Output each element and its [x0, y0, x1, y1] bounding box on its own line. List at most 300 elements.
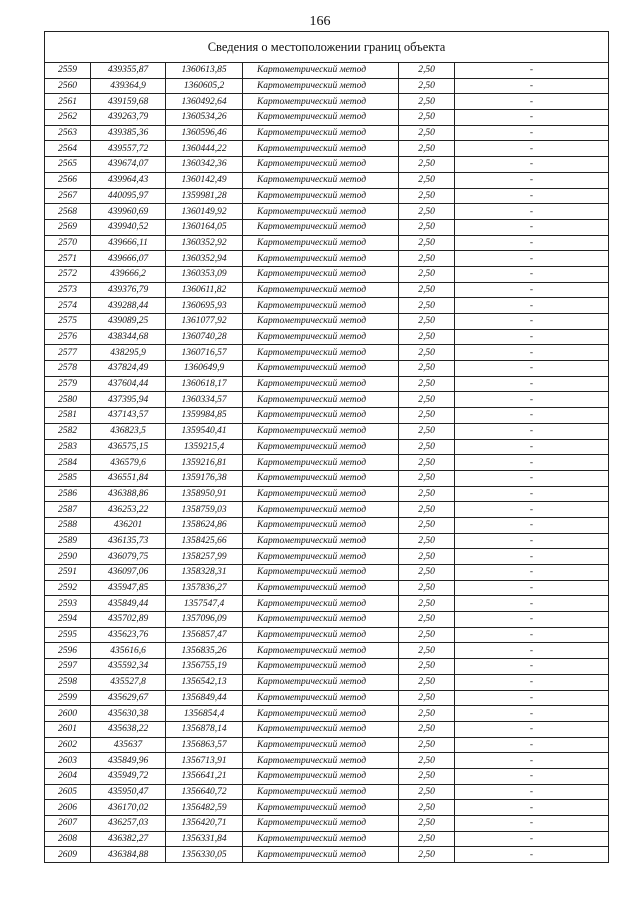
description-cell: -: [455, 643, 609, 659]
accuracy-cell: 2,50: [399, 204, 455, 220]
description-cell: -: [455, 78, 609, 94]
description-cell: -: [455, 533, 609, 549]
method-cell: Картометрический метод: [243, 266, 399, 282]
description-cell: -: [455, 690, 609, 706]
point-number-cell: 2581: [45, 408, 91, 424]
description-cell: -: [455, 768, 609, 784]
y-coordinate-cell: 1360342,36: [166, 157, 243, 173]
x-coordinate-cell: 435638,22: [91, 721, 166, 737]
description-cell: -: [455, 784, 609, 800]
y-coordinate-cell: 1361077,92: [166, 314, 243, 330]
description-cell: -: [455, 627, 609, 643]
description-cell: -: [455, 565, 609, 581]
table-row: [45, 612, 609, 628]
method-cell: Картометрический метод: [243, 753, 399, 769]
table-row: [45, 831, 609, 847]
accuracy-cell: 2,50: [399, 141, 455, 157]
description-cell: -: [455, 110, 609, 126]
table-row: [45, 486, 609, 502]
method-cell: Картометрический метод: [243, 94, 399, 110]
y-coordinate-cell: 1356857,47: [166, 627, 243, 643]
accuracy-cell: 2,50: [399, 533, 455, 549]
method-cell: Картометрический метод: [243, 816, 399, 832]
point-number-cell: 2608: [45, 831, 91, 847]
description-cell: -: [455, 314, 609, 330]
x-coordinate-cell: 436823,5: [91, 423, 166, 439]
y-coordinate-cell: 1360492,64: [166, 94, 243, 110]
method-cell: Картометрический метод: [243, 110, 399, 126]
x-coordinate-cell: 439940,52: [91, 219, 166, 235]
x-coordinate-cell: 437824,49: [91, 361, 166, 377]
table-row: [45, 455, 609, 471]
y-coordinate-cell: 1360596,46: [166, 125, 243, 141]
point-number-cell: 2592: [45, 580, 91, 596]
method-cell: Картометрический метод: [243, 580, 399, 596]
y-coordinate-cell: 1358257,99: [166, 549, 243, 565]
table-row: [45, 251, 609, 267]
accuracy-cell: 2,50: [399, 376, 455, 392]
x-coordinate-cell: 435623,76: [91, 627, 166, 643]
x-coordinate-cell: 435527,8: [91, 674, 166, 690]
y-coordinate-cell: 1358425,66: [166, 533, 243, 549]
accuracy-cell: 2,50: [399, 502, 455, 518]
y-coordinate-cell: 1356542,13: [166, 674, 243, 690]
x-coordinate-cell: 439364,9: [91, 78, 166, 94]
x-coordinate-cell: 439666,07: [91, 251, 166, 267]
y-coordinate-cell: 1356854,4: [166, 706, 243, 722]
table-row: [45, 204, 609, 220]
x-coordinate-cell: 435947,85: [91, 580, 166, 596]
method-cell: Картометрический метод: [243, 314, 399, 330]
point-number-cell: 2578: [45, 361, 91, 377]
table-row: [45, 94, 609, 110]
accuracy-cell: 2,50: [399, 800, 455, 816]
point-number-cell: 2572: [45, 266, 91, 282]
x-coordinate-cell: 439159,68: [91, 94, 166, 110]
accuracy-cell: 2,50: [399, 470, 455, 486]
y-coordinate-cell: 1360611,82: [166, 282, 243, 298]
method-cell: Картометрический метод: [243, 78, 399, 94]
point-number-cell: 2591: [45, 565, 91, 581]
table-row: [45, 643, 609, 659]
table-row: [45, 423, 609, 439]
method-cell: Картометрический метод: [243, 455, 399, 471]
x-coordinate-cell: 435637: [91, 737, 166, 753]
y-coordinate-cell: 1360353,09: [166, 266, 243, 282]
method-cell: Картометрический метод: [243, 439, 399, 455]
table-row: [45, 141, 609, 157]
description-cell: -: [455, 800, 609, 816]
accuracy-cell: 2,50: [399, 188, 455, 204]
method-cell: Картометрический метод: [243, 298, 399, 314]
description-cell: -: [455, 329, 609, 345]
x-coordinate-cell: 439385,36: [91, 125, 166, 141]
y-coordinate-cell: 1360716,57: [166, 345, 243, 361]
point-number-cell: 2594: [45, 612, 91, 628]
table-row: [45, 361, 609, 377]
x-coordinate-cell: 436253,22: [91, 502, 166, 518]
accuracy-cell: 2,50: [399, 282, 455, 298]
method-cell: Картометрический метод: [243, 721, 399, 737]
x-coordinate-cell: 439288,44: [91, 298, 166, 314]
method-cell: Картометрический метод: [243, 219, 399, 235]
y-coordinate-cell: 1356482,59: [166, 800, 243, 816]
accuracy-cell: 2,50: [399, 63, 455, 79]
accuracy-cell: 2,50: [399, 345, 455, 361]
y-coordinate-cell: 1360534,26: [166, 110, 243, 126]
accuracy-cell: 2,50: [399, 737, 455, 753]
method-cell: Картометрический метод: [243, 612, 399, 628]
accuracy-cell: 2,50: [399, 314, 455, 330]
method-cell: Картометрический метод: [243, 643, 399, 659]
method-cell: Картометрический метод: [243, 502, 399, 518]
y-coordinate-cell: 1358759,03: [166, 502, 243, 518]
y-coordinate-cell: 1360613,85: [166, 63, 243, 79]
y-coordinate-cell: 1359540,41: [166, 423, 243, 439]
point-number-cell: 2582: [45, 423, 91, 439]
y-coordinate-cell: 1357547,4: [166, 596, 243, 612]
accuracy-cell: 2,50: [399, 408, 455, 424]
method-cell: Картометрический метод: [243, 706, 399, 722]
x-coordinate-cell: 439666,2: [91, 266, 166, 282]
x-coordinate-cell: 439674,07: [91, 157, 166, 173]
method-cell: Картометрический метод: [243, 63, 399, 79]
method-cell: Картометрический метод: [243, 784, 399, 800]
method-cell: Картометрический метод: [243, 392, 399, 408]
point-number-cell: 2583: [45, 439, 91, 455]
method-cell: Картометрический метод: [243, 800, 399, 816]
table-row: [45, 298, 609, 314]
x-coordinate-cell: 435630,38: [91, 706, 166, 722]
y-coordinate-cell: 1357836,27: [166, 580, 243, 596]
accuracy-cell: 2,50: [399, 235, 455, 251]
y-coordinate-cell: 1360164,05: [166, 219, 243, 235]
accuracy-cell: 2,50: [399, 753, 455, 769]
table-row: [45, 800, 609, 816]
accuracy-cell: 2,50: [399, 549, 455, 565]
table-row: [45, 706, 609, 722]
x-coordinate-cell: 439666,11: [91, 235, 166, 251]
point-number-cell: 2562: [45, 110, 91, 126]
description-cell: -: [455, 423, 609, 439]
y-coordinate-cell: 1360334,57: [166, 392, 243, 408]
accuracy-cell: 2,50: [399, 423, 455, 439]
accuracy-cell: 2,50: [399, 612, 455, 628]
point-number-cell: 2602: [45, 737, 91, 753]
accuracy-cell: 2,50: [399, 847, 455, 863]
accuracy-cell: 2,50: [399, 659, 455, 675]
accuracy-cell: 2,50: [399, 565, 455, 581]
y-coordinate-cell: 1360352,94: [166, 251, 243, 267]
table-row: [45, 408, 609, 424]
x-coordinate-cell: 439355,87: [91, 63, 166, 79]
x-coordinate-cell: 439376,79: [91, 282, 166, 298]
table-body: [45, 32, 609, 863]
accuracy-cell: 2,50: [399, 580, 455, 596]
method-cell: Картометрический метод: [243, 768, 399, 784]
point-number-cell: 2577: [45, 345, 91, 361]
accuracy-cell: 2,50: [399, 643, 455, 659]
point-number-cell: 2569: [45, 219, 91, 235]
accuracy-cell: 2,50: [399, 816, 455, 832]
y-coordinate-cell: 1360649,9: [166, 361, 243, 377]
y-coordinate-cell: 1360618,17: [166, 376, 243, 392]
accuracy-cell: 2,50: [399, 706, 455, 722]
x-coordinate-cell: 436097,06: [91, 565, 166, 581]
table-row: [45, 533, 609, 549]
page-number: 166: [309, 14, 331, 29]
description-cell: -: [455, 580, 609, 596]
accuracy-cell: 2,50: [399, 517, 455, 533]
x-coordinate-cell: 435616,6: [91, 643, 166, 659]
accuracy-cell: 2,50: [399, 219, 455, 235]
description-cell: -: [455, 204, 609, 220]
table-row: [45, 439, 609, 455]
point-number-cell: 2604: [45, 768, 91, 784]
table-row: [45, 816, 609, 832]
accuracy-cell: 2,50: [399, 172, 455, 188]
point-number-cell: 2603: [45, 753, 91, 769]
accuracy-cell: 2,50: [399, 125, 455, 141]
description-cell: -: [455, 502, 609, 518]
method-cell: Картометрический метод: [243, 282, 399, 298]
y-coordinate-cell: 1356331,84: [166, 831, 243, 847]
table-row: [45, 627, 609, 643]
accuracy-cell: 2,50: [399, 157, 455, 173]
point-number-cell: 2566: [45, 172, 91, 188]
description-cell: -: [455, 94, 609, 110]
description-cell: -: [455, 298, 609, 314]
description-cell: -: [455, 125, 609, 141]
x-coordinate-cell: 437143,57: [91, 408, 166, 424]
y-coordinate-cell: 1356863,57: [166, 737, 243, 753]
x-coordinate-cell: 439263,79: [91, 110, 166, 126]
x-coordinate-cell: 438344,68: [91, 329, 166, 345]
method-cell: Картометрический метод: [243, 517, 399, 533]
method-cell: Картометрический метод: [243, 125, 399, 141]
y-coordinate-cell: 1356641,21: [166, 768, 243, 784]
description-cell: -: [455, 816, 609, 832]
description-cell: -: [455, 188, 609, 204]
description-cell: -: [455, 659, 609, 675]
x-coordinate-cell: 435629,67: [91, 690, 166, 706]
point-number-cell: 2609: [45, 847, 91, 863]
method-cell: Картометрический метод: [243, 847, 399, 863]
table-row: [45, 502, 609, 518]
table-row: [45, 580, 609, 596]
method-cell: Картометрический метод: [243, 345, 399, 361]
boundary-coordinates-table: [44, 31, 609, 863]
table-title-row: [45, 32, 609, 63]
method-cell: Картометрический метод: [243, 204, 399, 220]
y-coordinate-cell: 1360142,49: [166, 172, 243, 188]
y-coordinate-cell: 1357096,09: [166, 612, 243, 628]
method-cell: Картометрический метод: [243, 408, 399, 424]
accuracy-cell: 2,50: [399, 596, 455, 612]
description-cell: -: [455, 266, 609, 282]
table-row: [45, 721, 609, 737]
table-row: [45, 188, 609, 204]
description-cell: -: [455, 549, 609, 565]
x-coordinate-cell: 440095,97: [91, 188, 166, 204]
y-coordinate-cell: 1356713,91: [166, 753, 243, 769]
x-coordinate-cell: 435950,47: [91, 784, 166, 800]
description-cell: -: [455, 831, 609, 847]
method-cell: Картометрический метод: [243, 674, 399, 690]
y-coordinate-cell: 1359215,4: [166, 439, 243, 455]
table-row: [45, 329, 609, 345]
point-number-cell: 2565: [45, 157, 91, 173]
method-cell: Картометрический метод: [243, 659, 399, 675]
table-row: [45, 282, 609, 298]
point-number-cell: 2575: [45, 314, 91, 330]
y-coordinate-cell: 1358624,86: [166, 517, 243, 533]
y-coordinate-cell: 1360444,22: [166, 141, 243, 157]
x-coordinate-cell: 435949,72: [91, 768, 166, 784]
description-cell: -: [455, 172, 609, 188]
x-coordinate-cell: 439964,43: [91, 172, 166, 188]
method-cell: Картометрический метод: [243, 172, 399, 188]
point-number-cell: 2571: [45, 251, 91, 267]
point-number-cell: 2607: [45, 816, 91, 832]
x-coordinate-cell: 436579,6: [91, 455, 166, 471]
description-cell: -: [455, 219, 609, 235]
point-number-cell: 2595: [45, 627, 91, 643]
y-coordinate-cell: 1359981,28: [166, 188, 243, 204]
y-coordinate-cell: 1360352,92: [166, 235, 243, 251]
y-coordinate-cell: 1360740,28: [166, 329, 243, 345]
method-cell: Картометрический метод: [243, 157, 399, 173]
table-row: [45, 847, 609, 863]
point-number-cell: 2586: [45, 486, 91, 502]
method-cell: Картометрический метод: [243, 251, 399, 267]
x-coordinate-cell: 436170,02: [91, 800, 166, 816]
point-number-cell: 2585: [45, 470, 91, 486]
table-row: [45, 517, 609, 533]
y-coordinate-cell: 1356849,44: [166, 690, 243, 706]
accuracy-cell: 2,50: [399, 361, 455, 377]
method-cell: Картометрический метод: [243, 627, 399, 643]
x-coordinate-cell: 436257,03: [91, 816, 166, 832]
method-cell: Картометрический метод: [243, 549, 399, 565]
table-row: [45, 157, 609, 173]
point-number-cell: 2561: [45, 94, 91, 110]
point-number-cell: 2580: [45, 392, 91, 408]
table-row: [45, 376, 609, 392]
table-row: [45, 549, 609, 565]
method-cell: Картометрический метод: [243, 596, 399, 612]
accuracy-cell: 2,50: [399, 298, 455, 314]
accuracy-cell: 2,50: [399, 784, 455, 800]
method-cell: Картометрический метод: [243, 188, 399, 204]
table-row: [45, 470, 609, 486]
x-coordinate-cell: 439960,69: [91, 204, 166, 220]
y-coordinate-cell: 1359216,81: [166, 455, 243, 471]
point-number-cell: 2601: [45, 721, 91, 737]
table-row: [45, 266, 609, 282]
method-cell: Картометрический метод: [243, 831, 399, 847]
point-number-cell: 2590: [45, 549, 91, 565]
y-coordinate-cell: 1359984,85: [166, 408, 243, 424]
point-number-cell: 2576: [45, 329, 91, 345]
method-cell: Картометрический метод: [243, 329, 399, 345]
method-cell: Картометрический метод: [243, 376, 399, 392]
table-row: [45, 392, 609, 408]
method-cell: Картометрический метод: [243, 361, 399, 377]
point-number-cell: 2588: [45, 517, 91, 533]
accuracy-cell: 2,50: [399, 439, 455, 455]
method-cell: Картометрический метод: [243, 565, 399, 581]
y-coordinate-cell: 1358950,91: [166, 486, 243, 502]
accuracy-cell: 2,50: [399, 251, 455, 267]
description-cell: -: [455, 517, 609, 533]
point-number-cell: 2559: [45, 63, 91, 79]
x-coordinate-cell: 436388,86: [91, 486, 166, 502]
table-row: [45, 674, 609, 690]
description-cell: -: [455, 345, 609, 361]
point-number-cell: 2600: [45, 706, 91, 722]
point-number-cell: 2587: [45, 502, 91, 518]
accuracy-cell: 2,50: [399, 329, 455, 345]
table-row: [45, 125, 609, 141]
x-coordinate-cell: 439089,25: [91, 314, 166, 330]
method-cell: Картометрический метод: [243, 737, 399, 753]
y-coordinate-cell: 1356640,72: [166, 784, 243, 800]
method-cell: Картометрический метод: [243, 423, 399, 439]
y-coordinate-cell: 1360695,93: [166, 298, 243, 314]
table-row: [45, 659, 609, 675]
table-row: [45, 753, 609, 769]
description-cell: -: [455, 63, 609, 79]
point-number-cell: 2560: [45, 78, 91, 94]
table-row: [45, 235, 609, 251]
description-cell: -: [455, 706, 609, 722]
x-coordinate-cell: 436201: [91, 517, 166, 533]
y-coordinate-cell: 1356878,14: [166, 721, 243, 737]
description-cell: -: [455, 157, 609, 173]
accuracy-cell: 2,50: [399, 94, 455, 110]
table-row: [45, 784, 609, 800]
y-coordinate-cell: 1360605,2: [166, 78, 243, 94]
description-cell: -: [455, 376, 609, 392]
description-cell: -: [455, 847, 609, 863]
x-coordinate-cell: 437604,44: [91, 376, 166, 392]
description-cell: -: [455, 282, 609, 298]
method-cell: Картометрический метод: [243, 533, 399, 549]
description-cell: -: [455, 753, 609, 769]
point-number-cell: 2573: [45, 282, 91, 298]
x-coordinate-cell: 439557,72: [91, 141, 166, 157]
description-cell: -: [455, 439, 609, 455]
y-coordinate-cell: 1359176,38: [166, 470, 243, 486]
accuracy-cell: 2,50: [399, 721, 455, 737]
method-cell: Картометрический метод: [243, 690, 399, 706]
accuracy-cell: 2,50: [399, 78, 455, 94]
accuracy-cell: 2,50: [399, 266, 455, 282]
accuracy-cell: 2,50: [399, 486, 455, 502]
x-coordinate-cell: 436551,84: [91, 470, 166, 486]
y-coordinate-cell: 1356330,05: [166, 847, 243, 863]
description-cell: -: [455, 251, 609, 267]
description-cell: -: [455, 674, 609, 690]
point-number-cell: 2598: [45, 674, 91, 690]
point-number-cell: 2599: [45, 690, 91, 706]
table-row: [45, 172, 609, 188]
point-number-cell: 2593: [45, 596, 91, 612]
point-number-cell: 2567: [45, 188, 91, 204]
table-row: [45, 110, 609, 126]
accuracy-cell: 2,50: [399, 690, 455, 706]
